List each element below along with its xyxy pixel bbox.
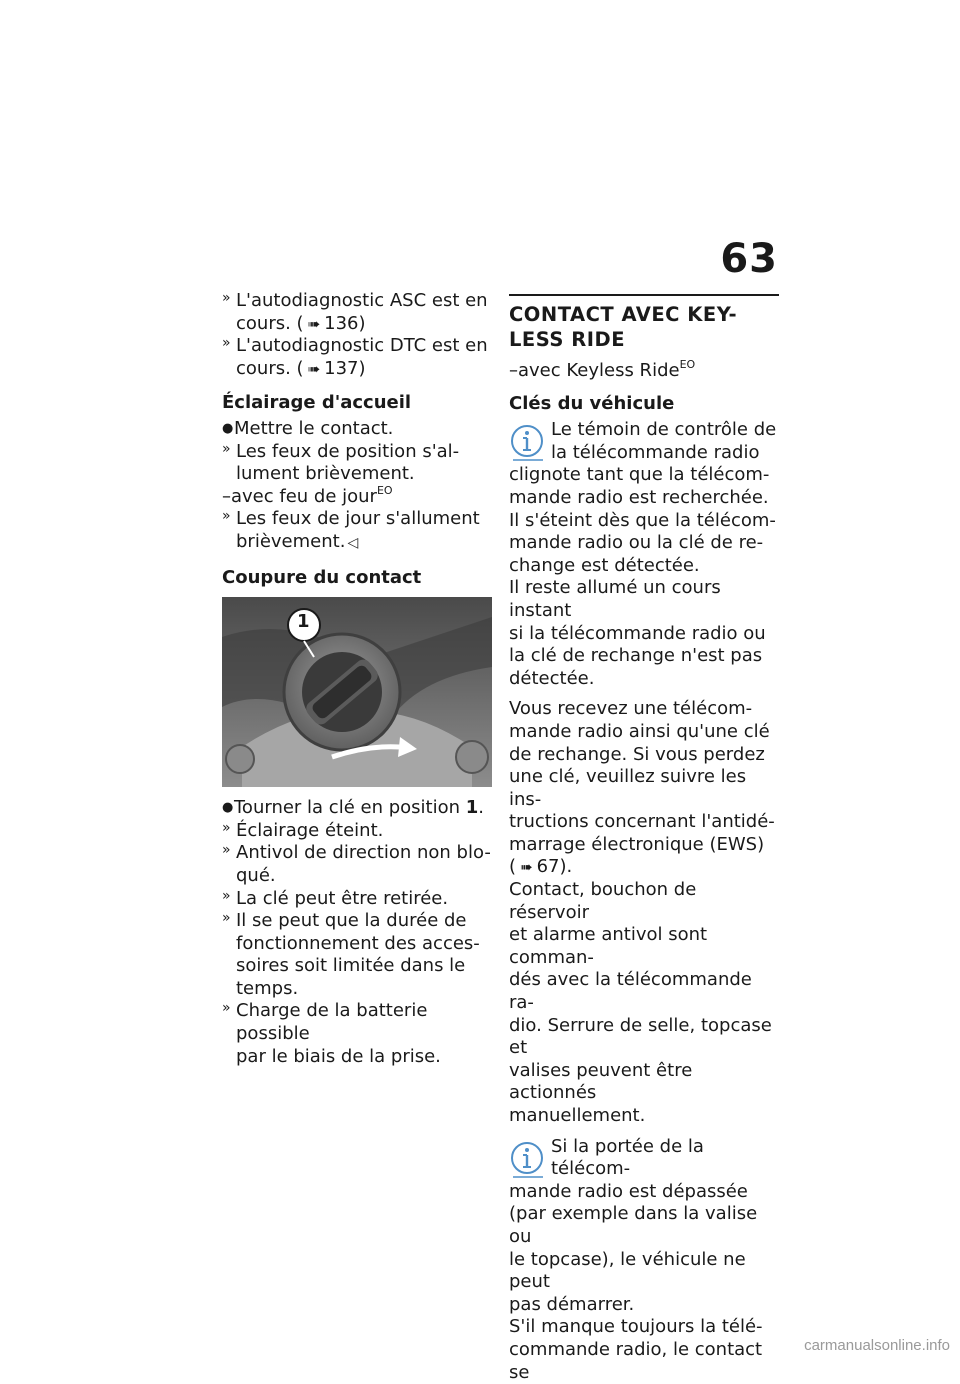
- result-arrow-icon: »: [222, 910, 231, 927]
- info-icon: [509, 1138, 545, 1178]
- paragraph-ews: Vous recevez une télécom- mande radio ainsi qu'une clé de rechange. Si vous perdez une clé, veuillez suivre les ins- tructions concernant l'antidé- marrage électronique (EWS) ( ➠ 67). Contact, bouchon de réservoir et alarme antivol sont comman- dés avec la télécommande ra- dio. Serrure de selle, topcase et valises peuvent être actionnés manuellement.: [509, 698, 775, 1126]
- result-arrow-icon: »: [222, 335, 231, 352]
- result-item: » Les feux de jour s'allument brièvement. ◁: [222, 508, 496, 554]
- result-arrow-icon: »: [222, 819, 231, 836]
- footer-watermark: carmanualsonline.info: [804, 1337, 950, 1354]
- result-item: » La clé peut être retirée.: [222, 888, 496, 911]
- result-arrow-icon: »: [222, 1000, 231, 1017]
- subheading-cles: Clés du véhicule: [509, 392, 675, 414]
- result-arrow-icon: »: [222, 887, 231, 904]
- result-arrow-icon: »: [222, 290, 231, 306]
- info-icon: [509, 421, 545, 461]
- result-asc: » L'autodiagnostic ASC est en cours. ( ➠ 136): [222, 290, 496, 335]
- ignition-lock-illustration: [222, 597, 492, 787]
- result-item: » Il se peut que la durée de fonctionnement des acces- soires soit limitée dans le temps.: [222, 910, 496, 1000]
- bullet-icon: ●: [222, 800, 234, 816]
- section-heading-coupure: Coupure du contact: [222, 566, 422, 588]
- step-item: ● Mettre le contact.: [222, 417, 394, 439]
- page-reference-arrow-icon: ➠: [520, 858, 533, 877]
- left-column: [222, 290, 496, 1068]
- option-note: –avec Keyless Ride$^{EO}$: [509, 358, 696, 381]
- section-end-icon: ◁: [347, 534, 359, 551]
- page-reference-link[interactable]: 137: [324, 357, 359, 379]
- info-note: Le témoin de contrôle de la télécommande radio clignote tant que la télécom- mande radio est recherchée. Il s'éteint dès que la télécom- mande radio ou la clé de re- change est détectée. Il reste allumé un cours instant si la télécommande radio ou la clé de rechange n'est pas détectée.: [509, 419, 777, 689]
- chapter-divider: [509, 294, 779, 296]
- chapter-title: CONTACT AVEC KEY- LESS RIDE: [509, 303, 738, 351]
- page-reference-arrow-icon: ➠: [307, 314, 321, 333]
- step-item: ● Tourner la clé en position 1.: [222, 797, 484, 819]
- ignition-lock-photo: [222, 597, 492, 787]
- right-column: [509, 290, 781, 1384]
- page-reference-arrow-icon: ➠: [307, 359, 321, 378]
- result-item: » Antivol de direction non blo- qué.: [222, 842, 496, 887]
- bullet-icon: ●: [222, 420, 234, 436]
- page-reference-link[interactable]: 67: [536, 856, 560, 878]
- photo-callout-number: 1: [297, 611, 310, 633]
- result-arrow-icon: »: [222, 440, 231, 457]
- page-number: 63: [720, 236, 778, 282]
- result-arrow-icon: »: [222, 842, 231, 859]
- result-item: » Éclairage éteint.: [222, 820, 496, 843]
- result-dtc: » L'autodiagnostic DTC est en cours. ( ➠ 137): [222, 335, 496, 380]
- section-heading-eclairage: Éclairage d'accueil: [222, 392, 412, 414]
- result-item: » Les feux de position s'al- lument brièvement.: [222, 441, 496, 486]
- result-item: » Charge de la batterie possible par le biais de la prise.: [222, 1000, 496, 1068]
- option-note: –avec feu de jour$^{EO}$: [222, 483, 393, 507]
- page-reference-link[interactable]: 136: [324, 312, 359, 334]
- result-arrow-icon: »: [222, 508, 231, 525]
- info-note: Si la portée de la télécom- mande radio est dépassée (par exemple dans la valise ou le topcase), le véhicule ne peut pas démarrer. S'il manque toujours la télé- commande radio, le contact se: [509, 1135, 763, 1383]
